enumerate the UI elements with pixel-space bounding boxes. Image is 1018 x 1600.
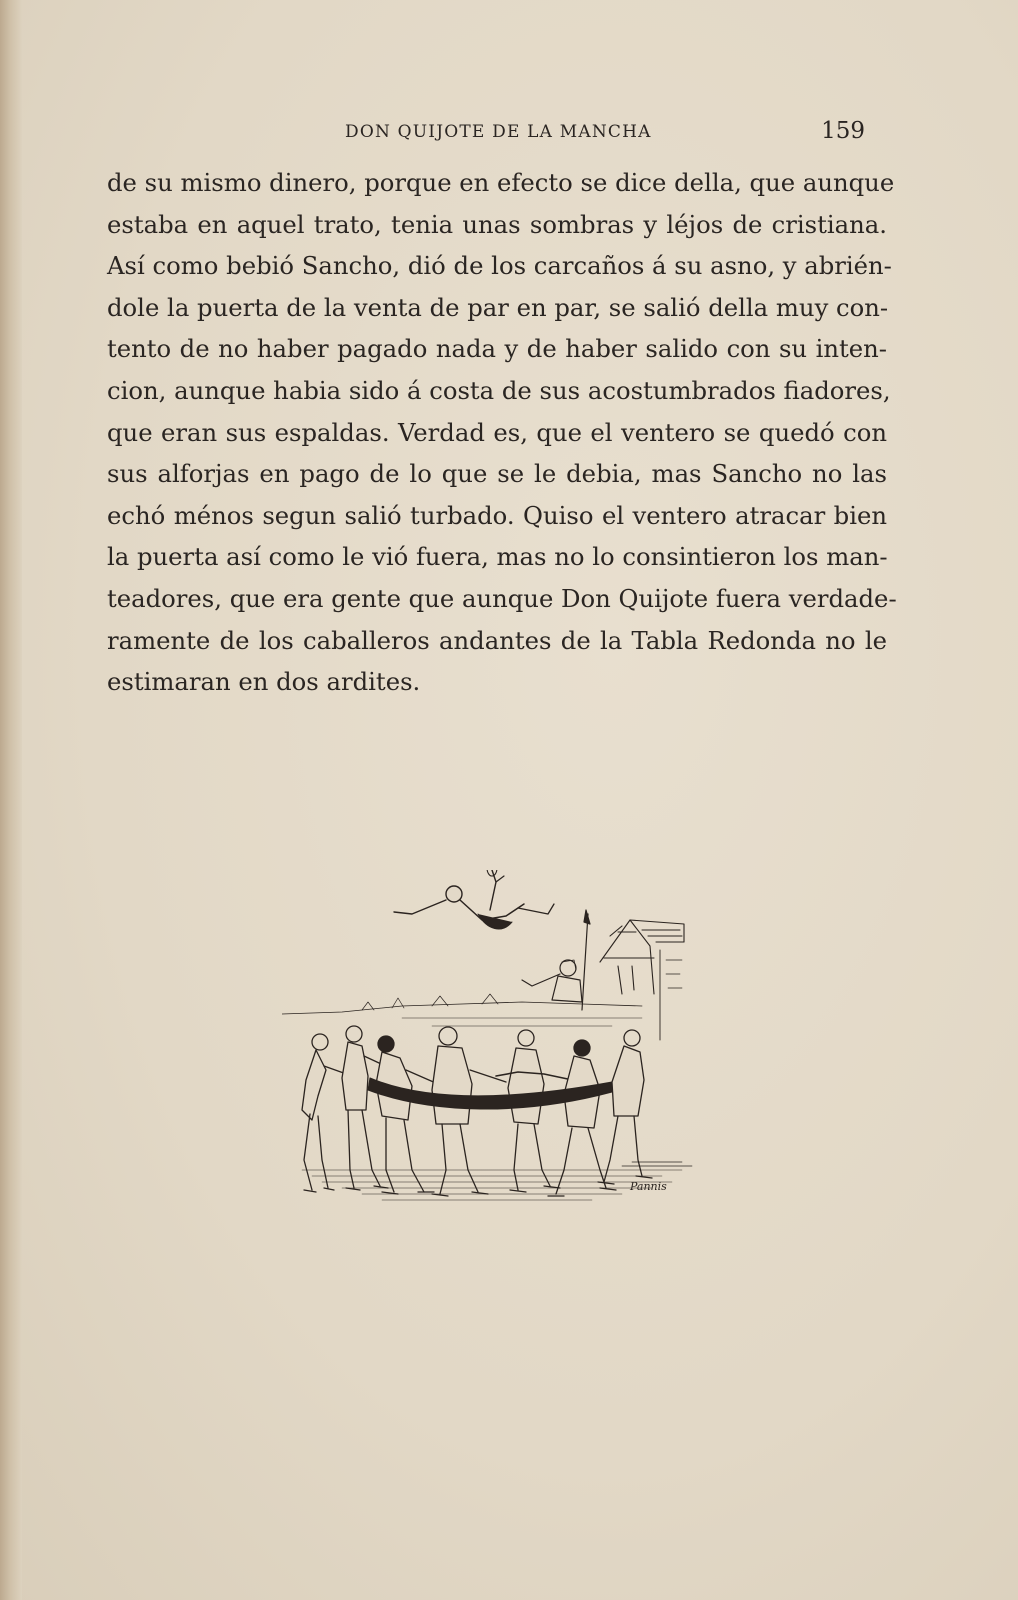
text-line: estimaran en dos ardites.: [107, 667, 421, 697]
figure-4: [432, 1027, 506, 1196]
manteadores-group: [302, 1026, 652, 1196]
body-text: [107, 162, 897, 703]
engraving-illustration: [282, 870, 702, 1230]
text-line: la puerta así como le vió fuera, mas no lo consintieron los man-: [107, 542, 888, 572]
inn-building: [600, 920, 684, 1040]
engraving-svg: [282, 870, 702, 1230]
figure-3: [376, 1036, 438, 1194]
text-line: dole la puerta de la venta de par en par, se salió della muy con-: [107, 292, 889, 322]
page-number: 159: [821, 118, 865, 144]
running-title: DON QUIJOTE DE LA MANCHA: [345, 122, 652, 142]
figure-1: [302, 1034, 352, 1192]
text-line: echó ménos segun salió turbado. Quiso el ventero atracar bien: [107, 500, 887, 530]
text-line: ramente de los caballeros andantes de la Tabla Redonda no le: [107, 625, 887, 655]
text-line: de su mismo dinero, porque en efecto se dice della, que aunque: [107, 168, 895, 197]
text-line: tento de no haber pagado nada y de haber salido con su inten-: [107, 334, 887, 364]
artist-signature: Pannis: [630, 1180, 667, 1193]
innkeeper-figure: [522, 910, 590, 1010]
text-line: cion, aunque habia sido á costa de sus acostumbrados fiadores,: [107, 375, 891, 405]
text-line: que eran sus espaldas. Verdad es, que el ventero se quedó con: [107, 417, 887, 447]
running-head: [105, 118, 865, 148]
page-gutter-shadow: [0, 0, 22, 1600]
text-line: sus alforjas en pago de lo que se le debia, mas Sancho no las: [107, 459, 887, 489]
text-line: estaba en aquel trato, tenia unas sombras y léjos de cristiana.: [107, 209, 887, 239]
text-line: teadores, que era gente que aunque Don Quijote fuera verdade-: [107, 583, 897, 613]
horizon-wall: [282, 994, 642, 1026]
figure-6: [548, 1040, 616, 1196]
figure-7: [598, 1030, 652, 1184]
tossed-figure: [394, 870, 554, 929]
text-line: Así como bebió Sancho, dió de los carcaños á su asno, y abrién-: [107, 251, 892, 281]
